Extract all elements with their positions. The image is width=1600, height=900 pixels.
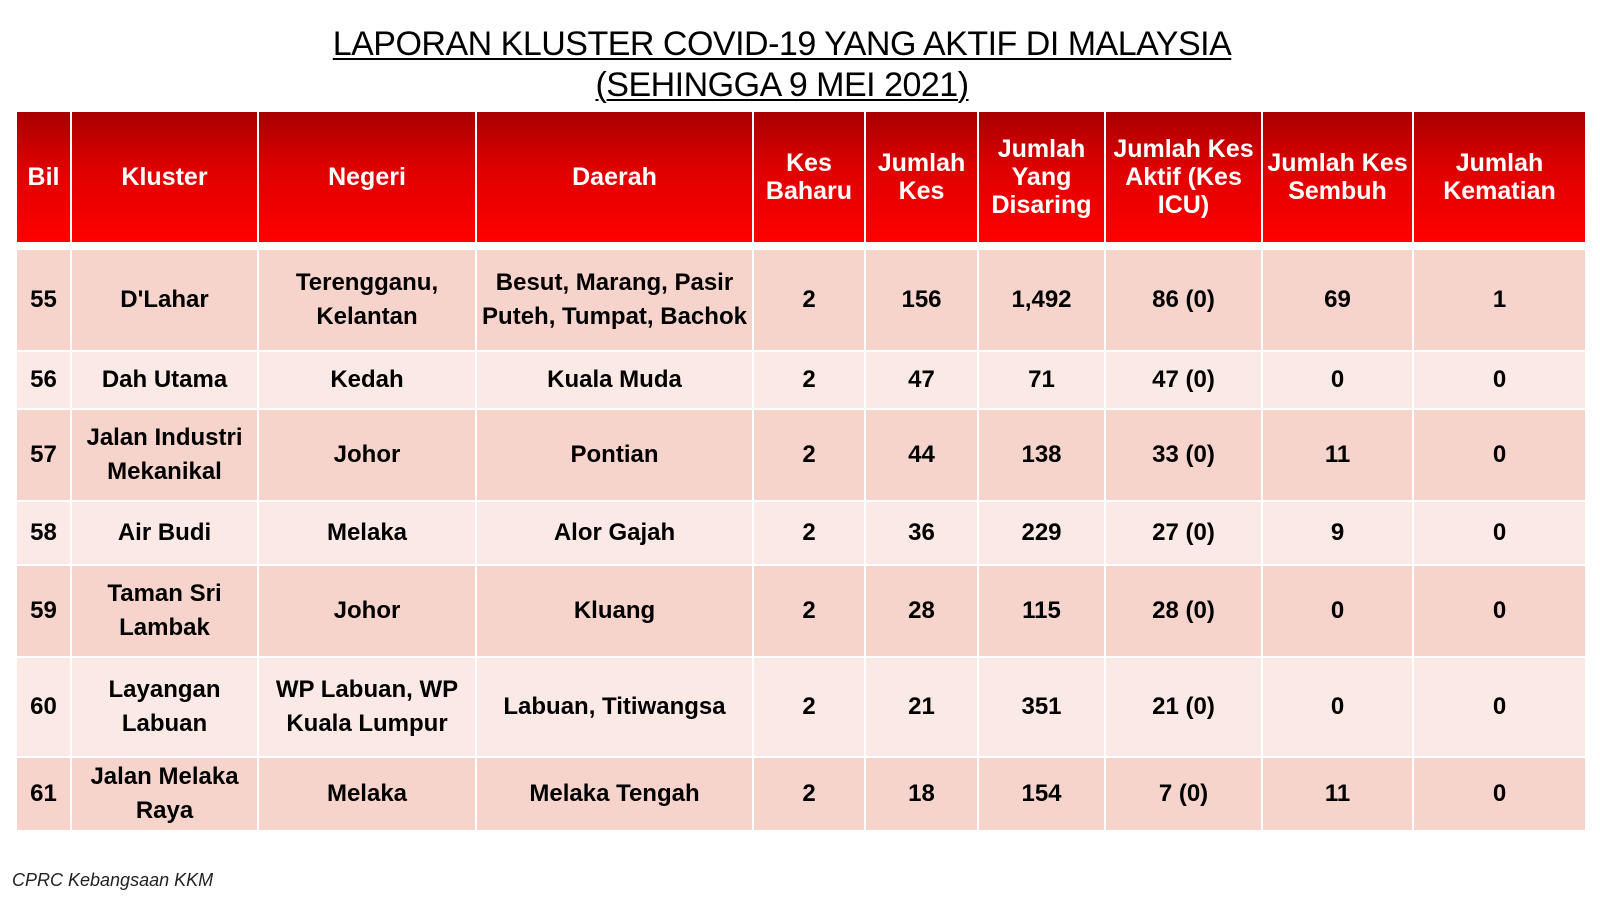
cell-jumlah-kes: 28 <box>865 565 978 657</box>
cell-kematian: 0 <box>1413 409 1586 501</box>
cell-kes-sembuh: 0 <box>1262 657 1413 757</box>
cell-negeri: Terengganu, Kelantan <box>258 249 476 351</box>
header-kes-sembuh: Jumlah Kes Sembuh <box>1262 111 1413 243</box>
cell-kematian: 0 <box>1413 565 1586 657</box>
cell-kes-sembuh: 69 <box>1262 249 1413 351</box>
cell-kluster: Layangan Labuan <box>71 657 258 757</box>
cell-daerah: Pontian <box>476 409 753 501</box>
table-row <box>16 565 1586 657</box>
header-jumlah-disaring: Jumlah Yang Disaring <box>978 111 1105 243</box>
cell-kes-baharu: 2 <box>753 657 865 757</box>
cell-kematian: 0 <box>1413 657 1586 757</box>
cell-kes-baharu: 2 <box>753 565 865 657</box>
cell-jumlah-kes: 36 <box>865 501 978 565</box>
cell-kluster: Air Budi <box>71 501 258 565</box>
report-date: (SEHINGGA 9 MEI 2021) <box>595 66 969 104</box>
cell-kes-aktif: 27 (0) <box>1105 501 1262 565</box>
cell-kes-sembuh: 0 <box>1262 565 1413 657</box>
cell-jumlah-disaring: 229 <box>978 501 1105 565</box>
header-kematian: Jumlah Kematian <box>1413 111 1586 243</box>
cell-jumlah-disaring: 138 <box>978 409 1105 501</box>
cell-bil: 58 <box>16 501 71 565</box>
header-negeri: Negeri <box>258 111 476 243</box>
header-kes-baharu: Kes Baharu <box>753 111 865 243</box>
cell-daerah: Labuan, Titiwangsa <box>476 657 753 757</box>
cell-kes-aktif: 86 (0) <box>1105 249 1262 351</box>
cell-daerah: Alor Gajah <box>476 501 753 565</box>
cell-bil: 57 <box>16 409 71 501</box>
cell-kes-aktif: 28 (0) <box>1105 565 1262 657</box>
cell-jumlah-disaring: 115 <box>978 565 1105 657</box>
cell-negeri: Johor <box>258 409 476 501</box>
cell-kematian: 0 <box>1413 757 1586 831</box>
cell-bil: 56 <box>16 351 71 409</box>
header-kes-aktif: Jumlah Kes Aktif (Kes ICU) <box>1105 111 1262 243</box>
header-kluster: Kluster <box>71 111 258 243</box>
cell-jumlah-disaring: 71 <box>978 351 1105 409</box>
table-row <box>16 409 1586 501</box>
cell-kluster: D'Lahar <box>71 249 258 351</box>
cell-daerah: Kluang <box>476 565 753 657</box>
header-daerah: Daerah <box>476 111 753 243</box>
cell-kematian: 0 <box>1413 501 1586 565</box>
table-row <box>16 757 1586 831</box>
header-bil: Bil <box>16 111 71 243</box>
table-row <box>16 657 1586 757</box>
cell-jumlah-kes: 156 <box>865 249 978 351</box>
cell-kes-aktif: 7 (0) <box>1105 757 1262 831</box>
cell-negeri: Melaka <box>258 501 476 565</box>
table-row <box>16 501 1586 565</box>
cell-kes-baharu: 2 <box>753 501 865 565</box>
cell-negeri: WP Labuan, WP Kuala Lumpur <box>258 657 476 757</box>
cell-kes-baharu: 2 <box>753 249 865 351</box>
cell-kes-sembuh: 11 <box>1262 757 1413 831</box>
cell-kluster: Dah Utama <box>71 351 258 409</box>
cell-kes-aktif: 33 (0) <box>1105 409 1262 501</box>
cell-kes-sembuh: 11 <box>1262 409 1413 501</box>
cell-bil: 61 <box>16 757 71 831</box>
cell-kes-sembuh: 9 <box>1262 501 1413 565</box>
cell-bil: 55 <box>16 249 71 351</box>
report-title: LAPORAN KLUSTER COVID-19 YANG AKTIF DI MALAYSIA <box>332 25 1232 63</box>
cell-kluster: Jalan Industri Mekanikal <box>71 409 258 501</box>
cell-daerah: Melaka Tengah <box>476 757 753 831</box>
cell-bil: 59 <box>16 565 71 657</box>
cell-negeri: Kedah <box>258 351 476 409</box>
cell-kluster: Jalan Melaka Raya <box>71 757 258 831</box>
cell-kes-aktif: 47 (0) <box>1105 351 1262 409</box>
cell-kes-sembuh: 0 <box>1262 351 1413 409</box>
cluster-table <box>15 110 1587 832</box>
cell-jumlah-kes: 18 <box>865 757 978 831</box>
cell-kematian: 1 <box>1413 249 1586 351</box>
cell-kes-baharu: 2 <box>753 351 865 409</box>
cell-bil: 60 <box>16 657 71 757</box>
cell-kes-baharu: 2 <box>753 757 865 831</box>
cell-kluster: Taman Sri Lambak <box>71 565 258 657</box>
cell-jumlah-disaring: 1,492 <box>978 249 1105 351</box>
table-body <box>16 243 1586 831</box>
cell-kematian: 0 <box>1413 351 1586 409</box>
cell-jumlah-kes: 44 <box>865 409 978 501</box>
cell-jumlah-disaring: 154 <box>978 757 1105 831</box>
table-row <box>16 249 1586 351</box>
table-header-row <box>16 111 1586 243</box>
cell-daerah: Besut, Marang, Pasir Puteh, Tumpat, Bachok <box>476 249 753 351</box>
cell-kes-baharu: 2 <box>753 409 865 501</box>
cell-daerah: Kuala Muda <box>476 351 753 409</box>
cell-negeri: Johor <box>258 565 476 657</box>
cell-jumlah-disaring: 351 <box>978 657 1105 757</box>
header-jumlah-kes: Jumlah Kes <box>865 111 978 243</box>
cell-jumlah-kes: 21 <box>865 657 978 757</box>
cell-kes-aktif: 21 (0) <box>1105 657 1262 757</box>
source-footer: CPRC Kebangsaan KKM <box>12 870 214 890</box>
table-row <box>16 351 1586 409</box>
cell-jumlah-kes: 47 <box>865 351 978 409</box>
cell-negeri: Melaka <box>258 757 476 831</box>
